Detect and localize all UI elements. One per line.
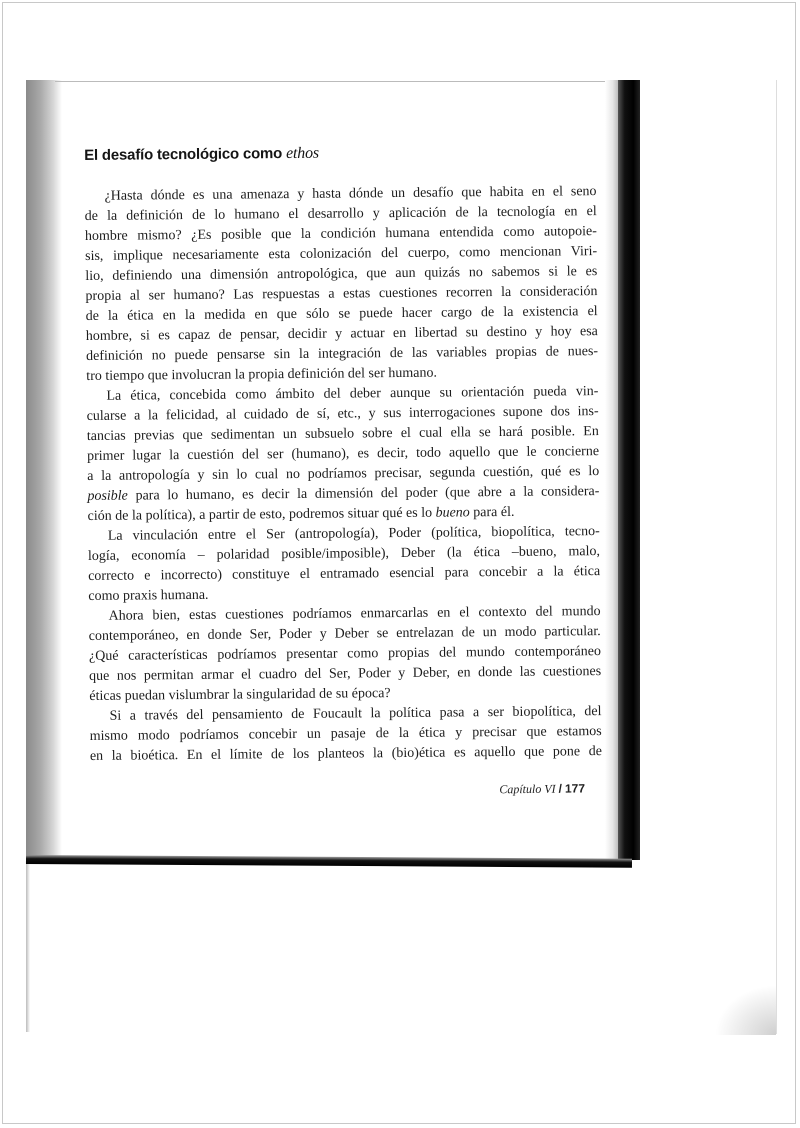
line-text: lio, definiendo una dimensión antropológica, que aun quizás no sabemos si le es (85, 264, 598, 284)
binding-shadow-lower (26, 862, 30, 1032)
line-text: definición no puede pensarse sin la integración de las variables propias de nues- (86, 344, 599, 364)
running-footer (470, 781, 585, 797)
line-text: sis, implique necesariamente esta colonización del cuerpo, como mencionan Viri- (85, 244, 598, 264)
line-text: logía, economía – polaridad posible/imposible), Deber (la ética –bueno, malo, (87, 544, 601, 564)
emphasized-word: posible (87, 488, 128, 504)
paragraph (89, 702, 602, 767)
line-text: propia al ser humano? Las respuestas a estas cuestiones recorren la consideración (85, 284, 598, 304)
line-text: tancias previas que sedimentan un subsuelo sobre el cual ella se hará posible. En (86, 424, 599, 444)
paragraph (88, 602, 601, 707)
book-page-text (84, 135, 602, 767)
line-text: Si a través del pensamiento de Foucault la política pasa a ser biopolítica, del (109, 704, 602, 724)
line-text: hombre mismo? ¿Es posible que la condición humana entendida como autopoie- (84, 224, 597, 244)
section-heading-text: El desafío tecnológico como (84, 145, 287, 164)
section-heading (84, 142, 596, 165)
paragraph (86, 382, 599, 527)
line-text: para él. (469, 504, 515, 521)
scan-smudge (715, 985, 776, 1035)
section-heading-emphasis: ethos (285, 144, 319, 163)
line-text: a la antropología y sin lo cual no podríamos precisar, segunda cuestión, qué es lo (87, 464, 600, 484)
line-text: para lo humano, es decir la dimensión del poder (que abre a la considera- (127, 484, 600, 504)
line-text: correcto e incorrecto) constituye el entramado esencial para concebir a la ética (88, 564, 601, 584)
scanner-shadow-right (618, 80, 640, 860)
line-text: que nos permitan armar el cuadro del Ser, Poder y Deber, en donde las cuestiones (89, 664, 602, 684)
binding-shadow (26, 80, 62, 862)
page-top-edge (55, 81, 615, 82)
line-text: La vinculación entre el Ser (antropología), Poder (política, biopolítica, tecno- (107, 524, 600, 544)
line-text: cularse a la felicidad, al cuidado de sí, etc., y sus interrogaciones supone dos ins- (86, 404, 599, 424)
paragraph (88, 522, 601, 607)
line-text: hombre, si es capaz de pensar, decidir y actuar en libertad su destino y hoy esa (85, 324, 598, 344)
chapter-label: Capítulo VI (499, 781, 556, 797)
line-text: ¿Qué características podríamos presentar como propias del mundo contemporáneo (88, 644, 602, 664)
page-edge-right (605, 80, 618, 860)
line-text: ¿Hasta dónde es una amenaza y hasta dónde un desafío que habita en el seno (104, 184, 597, 204)
line-text: contemporáneo, en donde Ser, Poder y Deber se entrelazan de un modo particular. (88, 624, 601, 644)
emphasized-word: bueno (435, 505, 470, 521)
page-number: 177 (564, 781, 586, 796)
footer-separator: / (558, 781, 563, 796)
line-text: como praxis humana. (88, 587, 209, 604)
line-text: primer lugar la cuestión del ser (humano), es decir, todo aquello que le concierne (86, 444, 600, 464)
line-text: Ahora bien, estas cuestiones podríamos enmarcarlas en el contexto del mundo (108, 604, 601, 624)
scan-edge (776, 80, 777, 1034)
line-text: mismo modo podríamos concebir un pasaje de la ética y precisar que estamos (89, 724, 602, 744)
line-text: de la definición de lo humano el desarrollo y aplicación de la tecnología en el (84, 204, 597, 224)
line-text: de la ética en la medida en que sólo se puede hacer cargo de la existencia el (85, 304, 598, 324)
line-text: La ética, concebida como ámbito del deber aunque su orientación pueda vin- (106, 384, 599, 404)
body-text (84, 182, 602, 767)
paragraph (84, 182, 598, 387)
line-text: éticas puedan vislumbrar la singularidad de su época? (89, 686, 391, 704)
line-text: en la bioética. En el límite de los planteos la (bio)ética es aquello que pone de (89, 744, 602, 764)
line-text: ción de la política), a partir de esto, podremos situar qué es lo (87, 505, 436, 524)
line-text: tro tiempo que involucran la propia definición del ser humano. (86, 365, 438, 384)
